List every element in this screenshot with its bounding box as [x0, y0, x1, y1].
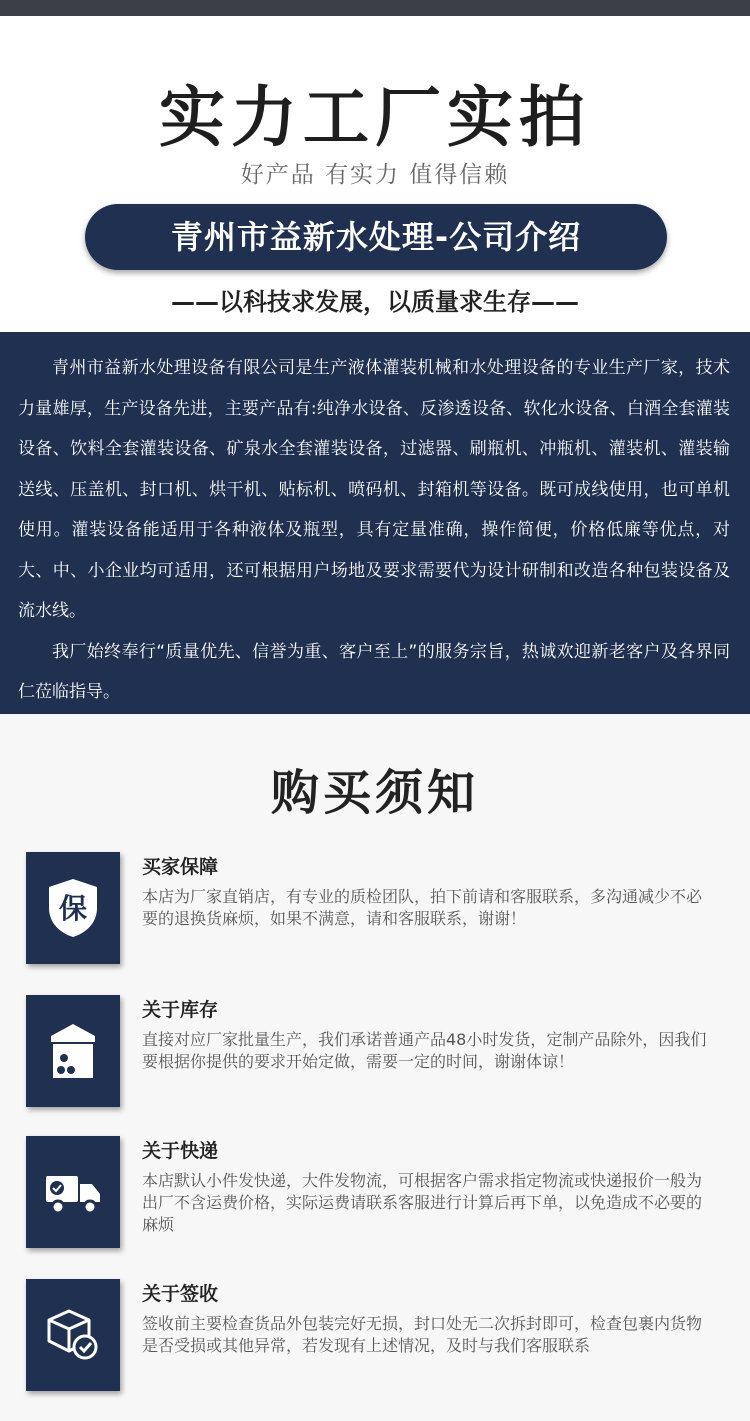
notice-item-buyer-protection	[26, 852, 726, 964]
notice-item-heading: 买家保障	[142, 856, 219, 878]
intro-paragraph-1: 青州市益新水处理设备有限公司是生产液体灌装机械和水处理设备的专业生产厂家，技术力量雄厚，生产设备先进，主要产品有:纯净水设备、反渗透设备、软化水设备、白酒全套灌装设备、饮料全套灌装设备、矿泉水全套灌装设备，过滤器、刷瓶机、冲瓶机、灌装机、灌装输送线、压盖机、封口机、烘干机、贴标机、喷码机、封箱机等设备。既可成线使用，也可单机使用。灌装设备能适用于各种液体及瓶型，具有定量准确，操作简便，价格低廉等优点，对大、中、小企业均可适用，还可根据用户场地及要求需要代为设计研制和改造各种包装设备及流水线。	[18, 358, 730, 621]
hero-title: 实力工厂实拍	[159, 79, 591, 156]
notice-item-text: 本店默认小件发快递，大件发物流，可根据客户需求指定物流或快递报价一般为出厂不含运费价格，实际运费请联系客服进行计算后再下单，以免造成不必要的麻烦	[142, 1171, 703, 1234]
shield-icon-glyph: 保	[58, 892, 88, 925]
notice-item-text: 签收前主要检查货品外包装完好无损，封口处无二次拆封即可，检查包裹内货物是否受损或其他异常，若发现有上述情况，及时与我们客服联系	[142, 1314, 703, 1355]
notice-item-receipt	[26, 1279, 726, 1391]
notice-item-text: 直接对应厂家批量生产，我们承诺普通产品48小时发货，定制产品除外，因我们要根据你提供的要求开始定做，需要一定的时间，谢谢体谅！	[142, 1030, 707, 1071]
warehouse-icon	[26, 995, 120, 1107]
notice-item-delivery	[26, 1136, 726, 1248]
notice-item-heading: 关于库存	[142, 999, 219, 1021]
notice-item-heading: 关于签收	[142, 1283, 219, 1305]
hero-section	[0, 16, 750, 332]
company-intro-banner: 青州市益新水处理-公司介绍	[85, 204, 667, 270]
package-check-icon	[26, 1279, 120, 1391]
purchase-notice	[0, 714, 750, 1421]
notice-item-inventory	[26, 995, 726, 1107]
shield-icon	[26, 852, 120, 964]
notice-title: 购买须知	[270, 765, 479, 821]
notice-item-heading: 关于快递	[142, 1140, 219, 1162]
notice-item-text: 本店为厂家直销店，有专业的质检团队，拍下前请和客服联系，多沟通减少不必要的退换货麻烦，如果不满意，请和客服联系，谢谢！	[142, 887, 703, 928]
company-slogan: ——以科技求发展，以质量求生存——	[171, 288, 579, 316]
company-intro	[0, 332, 750, 714]
top-bar	[0, 0, 750, 16]
intro-paragraph-2: 我厂始终奉行“质量优先、信誉为重、客户至上”的服务宗旨，热诚欢迎新老客户及各界同仁莅临指导。	[18, 641, 730, 702]
delivery-truck-icon	[26, 1136, 120, 1248]
hero-subtitle: 好产品 有实力 值得信赖	[240, 162, 510, 188]
